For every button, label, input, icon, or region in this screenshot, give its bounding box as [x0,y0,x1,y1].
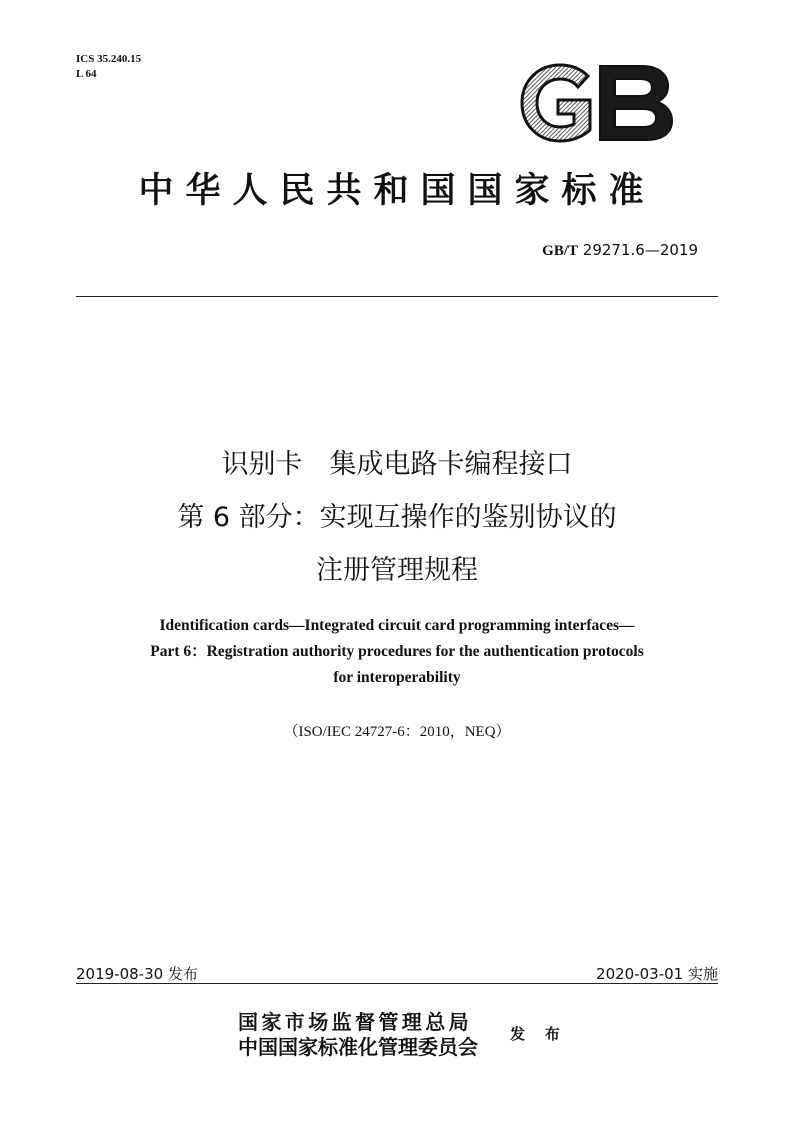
ccs-code: L 64 [76,68,97,80]
english-title-line-2: Part 6：Registration authority procedures for the authentication protocols [150,643,644,660]
english-title [0,613,794,691]
standard-code: 29271.6—2019 [582,241,698,259]
national-standard-heading: 中华人民共和国国家标准 [138,171,656,210]
international-equivalence: （ISO/IEC 24727-6：2010，NEQ） [283,724,511,740]
ics-code: ICS 35.240.15 [76,53,142,65]
issuer-samr: 国家市场监督管理总局 [238,1012,472,1034]
footer-divider [76,983,718,984]
standard-number [542,241,698,260]
english-title-line-3: for interoperability [333,669,461,686]
english-title-line-1: Identification cards—Integrated circuit card programming interfaces— [159,617,635,634]
issuing-authorities [238,1011,478,1061]
chinese-title-line-2: 第 6 部分：实现互操作的鉴别协议的 [177,502,617,533]
publish-label: 发 布 [510,1027,568,1043]
chinese-title [0,438,794,597]
classification-codes [76,52,141,82]
gb-logo-icon [518,62,676,144]
issuer-sac: 中国国家标准化管理委员会 [238,1037,478,1059]
chinese-title-line-3: 注册管理规程 [316,555,478,586]
chinese-title-line-1: 识别卡 集成电路卡编程接口 [221,449,573,480]
implementation-date: 2020-03-01 实施 [596,965,718,983]
issue-date: 2019-08-30 发布 [76,965,198,983]
header-divider [76,296,718,297]
standard-prefix: GB/T [542,243,579,259]
